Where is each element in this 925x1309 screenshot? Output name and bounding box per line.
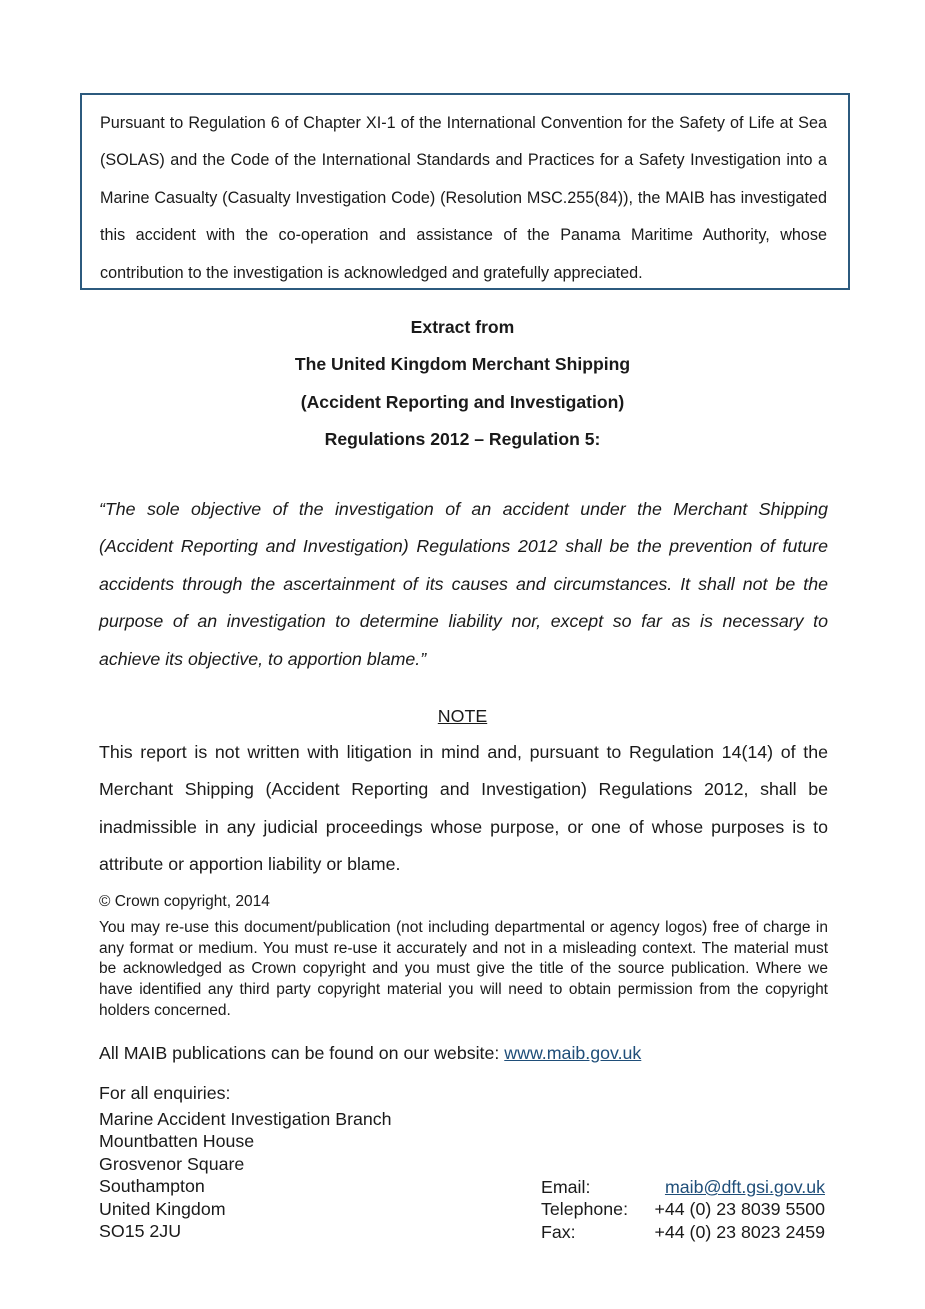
fax-value: +44 (0) 23 8023 2459 [654,1221,825,1242]
extract-heading-line-2: The United Kingdom Merchant Shipping [294,354,631,375]
telephone-value: +44 (0) 23 8039 5500 [654,1199,825,1220]
investigation-notice-text: Pursuant to Regulation 6 of Chapter XI-1 of the International Convention for the Safety of Life at Sea (SOLAS) and the Code of the International Standards and Practices for a Safety Investigation into a Marine Casualty (Casualty Investigation Code) (Resolution MSC.255(84)), the MAIB has investigated this accident with the co-operation and assistance of the Panama Maritime Authority, whose contribution to the investigation is acknowledged and gratefully appreciated. [100,114,827,282]
extract-heading-line-1: Extract from [410,317,515,337]
email-row [541,1176,825,1198]
address-line: Marine Accident Investigation Branch [99,1109,392,1129]
note-body: This report is not written with litigation in mind and, pursuant to Regulation 14(14) of the Merchant Shipping (Accident Reporting and Investigation) Regulations 2012, shall be inadmissible in any judicial proceedings whose purpose, or one of whose purposes is to attribute or apportion liability or blame. [99,742,828,875]
license-text: You may re-use this document/publication (not including departmental or agency logos) free of charge in any format or medium. You must re-use it accurately and not in a misleading context. The material must be acknowledged as Crown copyright and you must give the title of the source publication. Where we have identified any third party copyright material you will need to obtain permission from the copyright holders concerned. [99,919,828,1019]
address-line: SO15 2JU [99,1221,182,1242]
investigation-notice-box [80,93,850,290]
enquiries-label: For all enquiries: [99,1083,231,1103]
address-line: United Kingdom [99,1198,226,1219]
website-prefix: All MAIB publications can be found on our website: [99,1043,505,1063]
fax-label: Fax: [541,1221,576,1242]
website-line [99,1041,641,1065]
extract-heading [0,309,925,459]
address-line: Grosvenor Square [99,1153,245,1174]
telephone-label: Telephone: [541,1199,629,1220]
telephone-row [541,1198,825,1220]
address-line: Mountbatten House [99,1131,255,1152]
regulation-quote: “The sole objective of the investigation of an accident under the Merchant Shipping (Accident Reporting and Investigation) Regulations 2012 shall be the prevention of future accidents through the ascertainment of its causes and circumstances. It shall not be the purpose of an investigation to determine liability nor, except so far as is necessary to achieve its objective, to apportion blame.” [99,499,828,669]
note-title: NOTE [437,706,488,726]
extract-heading-line-3: (Accident Reporting and Investigation) [300,391,625,412]
postal-address [99,1108,392,1242]
extract-heading-line-4: Regulations 2012 – Regulation 5: [324,429,601,450]
website-link[interactable]: www.maib.gov.uk [504,1043,642,1063]
fax-row [541,1221,825,1243]
address-line: Southampton [99,1176,205,1197]
contact-details [541,1176,825,1243]
email-label: Email: [541,1177,591,1197]
email-link[interactable]: maib@dft.gsi.gov.uk [664,1177,825,1197]
copyright-line: © Crown copyright, 2014 [99,893,270,910]
